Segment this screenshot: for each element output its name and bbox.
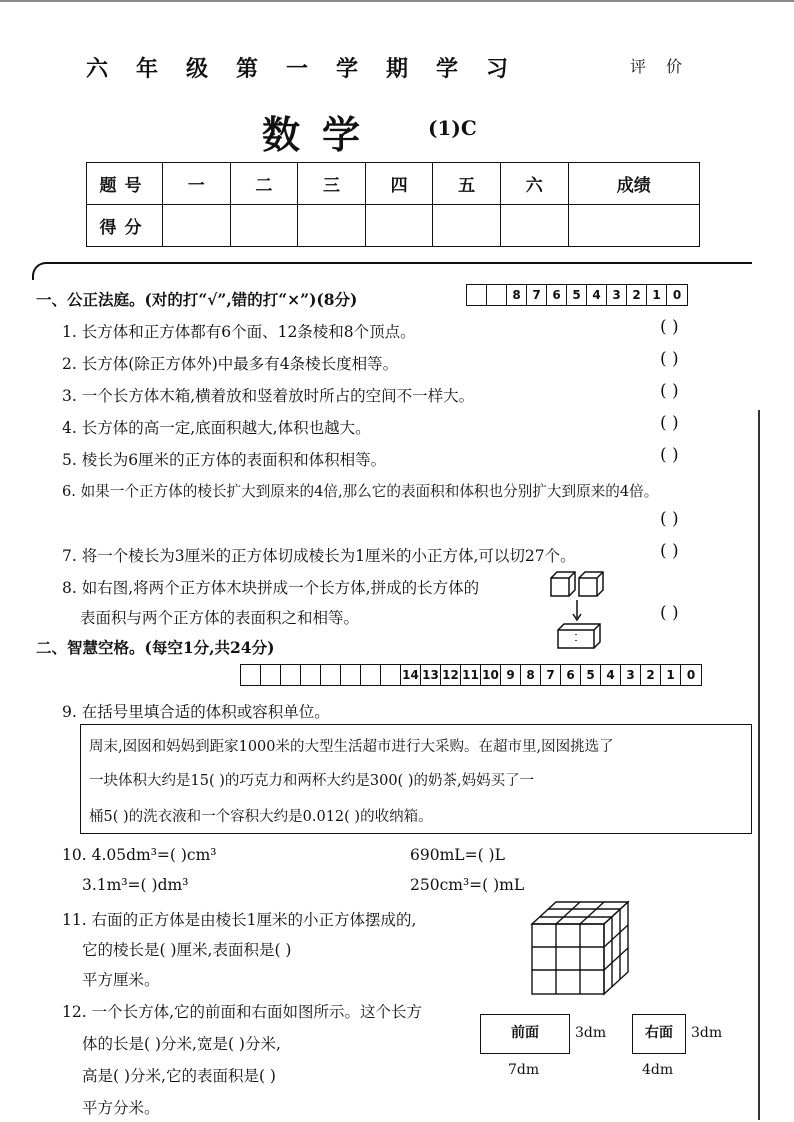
score-input-cell[interactable]: [298, 205, 366, 247]
score-box[interactable]: 4: [601, 665, 621, 685]
score-cell: 成绩: [568, 163, 699, 205]
score-cell: 二: [230, 163, 298, 205]
score-box[interactable]: 6: [547, 285, 567, 305]
answer-paren-4[interactable]: ( ): [660, 413, 679, 433]
score-box[interactable]: [301, 665, 321, 685]
score-box[interactable]: 6: [561, 665, 581, 685]
page-top-border: [0, 0, 794, 2]
score-box[interactable]: 0: [672, 288, 682, 302]
question-12-line3: 高是( )分米,它的表面积是( ): [82, 1067, 276, 1085]
question-10d: 250cm³=( )mL: [410, 876, 525, 894]
section1-score-boxes: [466, 284, 688, 306]
score-table: [86, 162, 700, 247]
answer-paren-7[interactable]: ( ): [660, 541, 679, 561]
right-face-box: 右面: [632, 1014, 686, 1054]
question-6: 6. 如果一个正方体的棱长扩大到原来的4倍,那么它的表面积和体积也分别扩大到原来的4倍。: [62, 483, 659, 500]
cube-front-2: [579, 578, 597, 596]
question-8: 8. 如右图,将两个正方体木块拼成一个长方体,拼成的长方体的: [62, 579, 480, 597]
score-box[interactable]: 10: [481, 665, 501, 685]
question-11-line2: 它的棱长是( )厘米,表面积是( ): [82, 941, 292, 959]
score-box[interactable]: [281, 665, 301, 685]
score-box[interactable]: 13: [421, 665, 441, 685]
score-box[interactable]: [341, 665, 361, 685]
section2-score-boxes: [240, 664, 702, 686]
score-cell: 六: [500, 163, 568, 205]
score-box[interactable]: 1: [661, 665, 681, 685]
answer-paren-8[interactable]: ( ): [660, 603, 679, 623]
question-12-line2: 体的长是( )分米,宽是( )分米,: [82, 1035, 281, 1053]
section-separator: [32, 262, 752, 280]
score-box[interactable]: [361, 665, 381, 685]
section1-title: 一、公正法庭。(对的打“√”,错的打“×”)(8分): [36, 290, 358, 309]
score-table-header-row: [87, 163, 700, 205]
question-4: 4. 长方体的高一定,底面积越大,体积也越大。: [62, 419, 371, 437]
subject-title: 数学: [262, 112, 383, 157]
score-cell: 三: [298, 163, 366, 205]
question-1: 1. 长方体和正方体都有6个面、12条棱和8个顶点。: [62, 323, 416, 341]
score-box[interactable]: [321, 665, 341, 685]
score-cell: 五: [433, 163, 501, 205]
two-cubes-diagram: [548, 568, 612, 652]
question-12-line1: 12. 一个长方体,它的前面和右面如图所示。这个长方: [62, 1003, 423, 1021]
score-box[interactable]: 8: [507, 285, 527, 305]
score-box[interactable]: 1: [647, 285, 667, 305]
score-input-cell[interactable]: [365, 205, 433, 247]
score-input-cell[interactable]: [500, 205, 568, 247]
score-box[interactable]: 7: [541, 665, 561, 685]
question-3: 3. 一个长方体木箱,横着放和竖着放时所占的空间不一样大。: [62, 387, 475, 405]
score-box[interactable]: 12: [441, 665, 461, 685]
passage-line-1: 周末,囡囡和妈妈到距家1000米的大型生活超市进行大采购。在超市里,囡囡挑选了: [89, 739, 614, 755]
answer-paren-5[interactable]: ( ): [660, 445, 679, 465]
passage-line-2: 一块体积大约是15( )的巧克力和两杯大约是300( )的奶茶,妈妈买了一: [89, 773, 535, 789]
question-5: 5. 棱长为6厘米的正方体的表面积和体积相等。: [62, 451, 387, 469]
page-right-border: [758, 410, 760, 1120]
question-10b: 690mL=( )L: [410, 846, 505, 864]
header-title: 六年级第一学期学习: [86, 56, 537, 82]
front-face-box: 前面: [480, 1014, 570, 1054]
right-width-label: 4dm: [642, 1062, 674, 1078]
answer-paren-2[interactable]: ( ): [660, 349, 679, 369]
score-cell: 一: [163, 163, 231, 205]
score-box[interactable]: 4: [587, 285, 607, 305]
answer-paren-1[interactable]: ( ): [660, 317, 679, 337]
score-box[interactable]: [487, 285, 507, 305]
score-box[interactable]: 5: [567, 285, 587, 305]
score-box[interactable]: [241, 665, 261, 685]
question-8-line2: 表面积与两个正方体的表面积之和相等。: [80, 609, 360, 627]
front-height-label: 3dm: [575, 1025, 607, 1041]
question-2: 2. 长方体(除正方体外)中最多有4条棱长度相等。: [62, 355, 399, 373]
question-11-line3: 平方厘米。: [82, 971, 160, 989]
cube-front-1: [551, 578, 569, 596]
section2-title: 二、智慧空格。(每空1分,共24分): [36, 638, 275, 657]
question-7: 7. 将一个棱长为3厘米的正方体切成棱长为1厘米的小正方体,可以切27个。: [62, 547, 576, 565]
score-cell: 题号: [87, 163, 163, 205]
score-input-cell[interactable]: [568, 205, 699, 247]
question-10c: 3.1m³=( )dm³: [82, 876, 189, 894]
score-input-cell[interactable]: [433, 205, 501, 247]
score-box[interactable]: 0: [686, 668, 696, 682]
score-cell: 得分: [87, 205, 163, 247]
score-box[interactable]: 9: [501, 665, 521, 685]
score-box[interactable]: 3: [621, 665, 641, 685]
question-12-line4: 平方分米。: [82, 1099, 160, 1117]
edition-label: (1)C: [428, 116, 477, 140]
cube-3x3-diagram: [528, 898, 642, 998]
right-height-label: 3dm: [691, 1025, 723, 1041]
score-input-cell[interactable]: [230, 205, 298, 247]
score-box[interactable]: 2: [641, 665, 661, 685]
score-box[interactable]: 14: [401, 665, 421, 685]
front-length-label: 7dm: [508, 1062, 540, 1078]
score-box[interactable]: 5: [581, 665, 601, 685]
score-box[interactable]: 7: [527, 285, 547, 305]
score-box[interactable]: 8: [521, 665, 541, 685]
score-box[interactable]: [467, 285, 487, 305]
score-cell: 四: [365, 163, 433, 205]
score-box[interactable]: 11: [461, 665, 481, 685]
passage-line-3: 桶5( )的洗衣液和一个容积大约是0.012( )的收纳箱。: [89, 809, 433, 825]
score-box[interactable]: 2: [627, 285, 647, 305]
score-input-cell[interactable]: [163, 205, 231, 247]
cuboid-front: [558, 630, 594, 648]
question-10a: 10. 4.05dm³=( )cm³: [62, 846, 217, 864]
question-9-title: 9. 在括号里填合适的体积或容积单位。: [62, 703, 330, 721]
score-table-score-row: [87, 205, 700, 247]
question-9-passage-box: [80, 724, 752, 834]
header-eval: 评价: [630, 57, 703, 76]
score-box[interactable]: [381, 665, 401, 685]
answer-paren-3[interactable]: ( ): [660, 381, 679, 401]
question-11-line1: 11. 右面的正方体是由棱长1厘米的小正方体摆成的,: [62, 911, 417, 929]
score-box[interactable]: 3: [607, 285, 627, 305]
score-box[interactable]: [261, 665, 281, 685]
answer-paren-6[interactable]: ( ): [660, 509, 679, 529]
